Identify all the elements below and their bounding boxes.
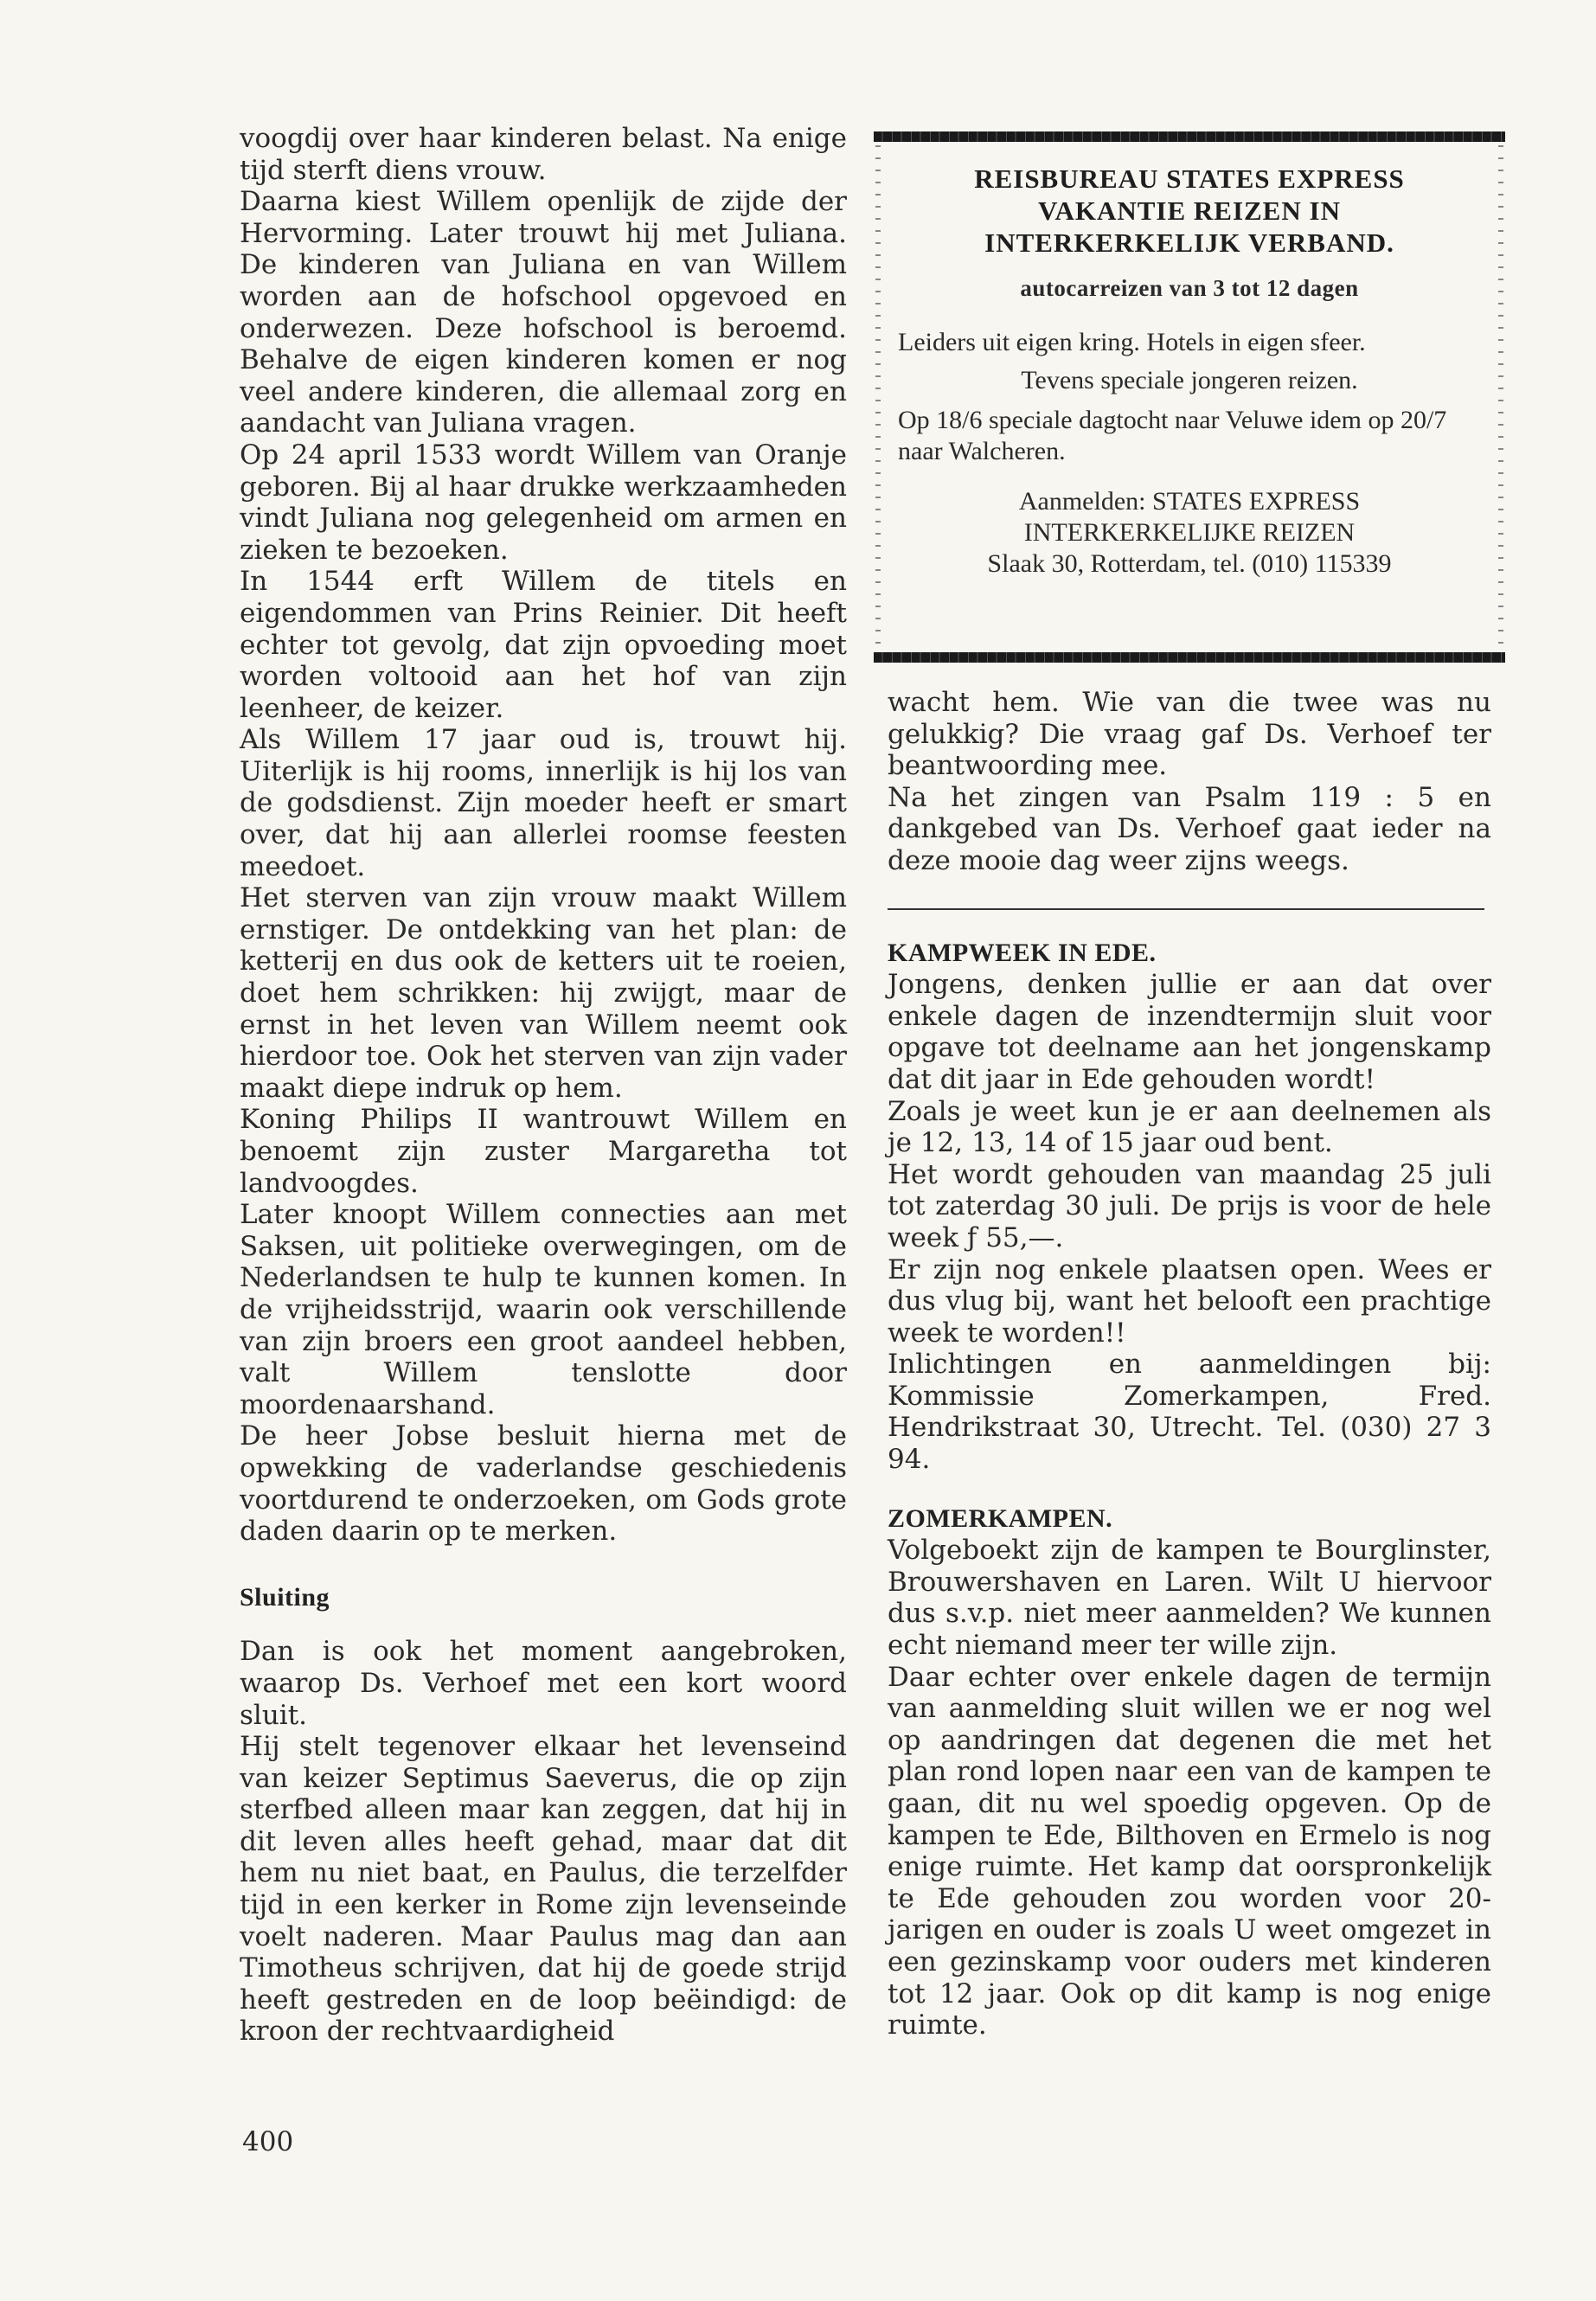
- left-column: [240, 123, 847, 2048]
- paragraph: Na het zingen van Psalm 119 : 5 en dankgebed van Ds. Verhoef gaat ieder na deze mooie dag weer zijns weegs.: [888, 781, 1491, 876]
- paragraph: In 1544 erft Willem de titels en eigendommen van Prins Reinier. Dit heeft echter tot gevolg, dat zijn opvoeding moet worden voltooid aan het hof van zijn leenheer, de keizer.: [240, 566, 847, 724]
- continuation-text: [888, 687, 1491, 877]
- paragraph: Inlichtingen en aanmeldingen bij: Kommissie Zomerkampen, Fred. Hendrikstraat 30, Utrecht. Tel. (030) 27 3 94.: [888, 1349, 1491, 1476]
- paragraph: Op 24 april 1533 wordt Willem van Oranje geboren. Bij al haar drukke werkzaamheden vindt Juliana nog gelegenheid om armen en zieken te bezoeken.: [240, 439, 847, 566]
- ad-border-right: [1498, 140, 1503, 651]
- paragraph: Hij stelt tegenover elkaar het levenseind van keizer Septimus Saeverus, die op zijn sterfbed alleen maar kan zeggen, dat hij in dit leven alles heeft gehad, maar dat dit hem nu niet baat, en Paulus, die terzelfder tijd in een kerker in Rome zijn levenseinde voelt naderen. Maar Paulus mag dan aan Timotheus schrijven, dat hij de goede strijd heeft gestreden en de loop beëindigd: de kroon der rechtvaardigheid: [240, 1731, 847, 2048]
- ad-title-line: VAKANTIE REIZEN IN: [1038, 195, 1341, 226]
- section-divider: [888, 908, 1484, 910]
- ad-border-bottom: [874, 652, 1505, 663]
- page-number: 400: [242, 2126, 294, 2157]
- right-column: [888, 123, 1491, 2041]
- paragraph: voogdij over haar kinderen belast. Na enige tijd sterft diens vrouw.: [240, 123, 847, 186]
- paragraph: Als Willem 17 jaar oud is, trouwt hij. Uiterlijk is hij rooms, innerlijk is hij los van de godsdienst. Zijn moeder heeft er smart over, dat hij aan allerlei roomse feesten meedoet.: [240, 724, 847, 882]
- paragraph: Het sterven van zijn vrouw maakt Willem ernstiger. De ontdekking van het plan: de ketterij en dus ook de ketters uit te roeien, doet hem schrikken: hij zwijgt, maar de ernst in het leven van Willem neemt ook hierdoor toe. Ook het sterven van zijn vader maakt diepe indruk op hem.: [240, 882, 847, 1104]
- paragraph: Later knoopt Willem connecties aan met Saksen, uit politieke overwegingen, om de Nederlandsen te hulp te kunnen komen. In de vrijheidsstrijd, waarin ook verschillende van zijn broers een groot aandeel hebben, valt Willem tenslotte door moordenaarshand.: [240, 1199, 847, 1420]
- kampweek-heading: KAMPWEEK IN EDE.: [888, 938, 1157, 967]
- ad-paragraph: Tevens speciale jongeren reizen.: [1021, 365, 1358, 394]
- paragraph: Er zijn nog enkele plaatsen open. Wees er dus vlug bij, want het belooft een prachtige week te worden!!: [888, 1253, 1491, 1349]
- ad-subtitle: autocarreizen van 3 tot 12 dagen: [1020, 275, 1359, 301]
- paragraph: Dan is ook het moment aangebroken, waarop Ds. Verhoef met een kort woord sluit.: [240, 1636, 847, 1731]
- paragraph: Koning Philips II wantrouwt Willem en benoemt zijn zuster Margaretha tot landvoogdes.: [240, 1104, 847, 1199]
- paragraph: wacht hem. Wie van die twee was nu gelukkig? Die vraag gaf Ds. Verhoef ter beantwoording mee.: [888, 687, 1491, 782]
- paragraph: Daarna kiest Willem openlijk de zijde der Hervorming. Later trouwt hij met Juliana. De kinderen van Juliana en van Willem worden aan de hofschool opgevoed en onderwezen. Deze hofschool is beroemd. Behalve de eigen kinderen komen er nog veel andere kinderen, die allemaal zorg en aandacht van Juliana vragen.: [240, 186, 847, 439]
- ad-contact-line: Aanmelden: STATES EXPRESS: [1018, 486, 1361, 516]
- ad-title-line: INTERKERKELIJK VERBAND.: [984, 228, 1394, 258]
- sluiting-heading: Sluiting: [240, 1582, 330, 1612]
- ad-border-left: [875, 140, 881, 651]
- paragraph: De heer Jobse besluit hierna met de opwekking de vaderlandse geschiedenis voortdurend te onderzoeken, om Gods grote daden daarin op te merken.: [240, 1420, 847, 1548]
- ad-contact-line: Slaak 30, Rotterdam, tel. (010) 115339: [987, 548, 1392, 578]
- advertisement-box: [874, 123, 1505, 670]
- ad-paragraph: Op 18/6 speciale dagtocht naar Veluwe idem op 20/7 naar Walcheren.: [898, 405, 1447, 465]
- ad-border-top: [874, 131, 1505, 142]
- ad-paragraph: Leiders uit eigen kring. Hotels in eigen sfeer.: [898, 327, 1366, 356]
- paragraph: Daar echter over enkele dagen de termijn van aanmelding sluit willen we er nog wel op aandringen dat degenen die met het plan rond lopen naar een van de kampen te gaan, dit nu wel spoedig opgeven. Op de kampen te Ede, Bilthoven en Ermelo is nog enige ruimte. Het kamp dat oorspronkelijk te Ede gehouden zou worden voor 20-jarigen en ouder is zoals U weet omgezet in een gezinskamp voor ouders met kinderen tot 12 jaar. Ook op dit kamp is nog enige ruimte.: [888, 1661, 1491, 2041]
- ad-contact: [898, 486, 1481, 580]
- paragraph: Zoals je weet kun je er aan deelnemen als je 12, 13, 14 of 15 jaar oud bent.: [888, 1095, 1491, 1159]
- paragraph: Volgeboekt zijn de kampen te Bourglinster, Brouwershaven en Laren. Wilt U hiervoor dus s.v.p. niet meer aanmelden? We kunnen echt niemand meer ter wille zijn.: [888, 1535, 1491, 1662]
- ad-title-line: REISBUREAU STATES EXPRESS: [974, 163, 1405, 194]
- paragraph: Het wordt gehouden van maandag 25 juli tot zaterdag 30 juli. De prijs is voor de hele week ƒ 55,—.: [888, 1158, 1491, 1253]
- ad-contact-line: INTERKERKELIJKE REIZEN: [1023, 517, 1356, 547]
- paragraph: Jongens, denken jullie er aan dat over enkele dagen de inzendtermijn sluit voor opgave tot deelname aan het jongenskamp dat dit jaar in Ede gehouden wordt!: [888, 969, 1491, 1095]
- zomerkampen-heading: ZOMERKAMPEN.: [888, 1503, 1113, 1533]
